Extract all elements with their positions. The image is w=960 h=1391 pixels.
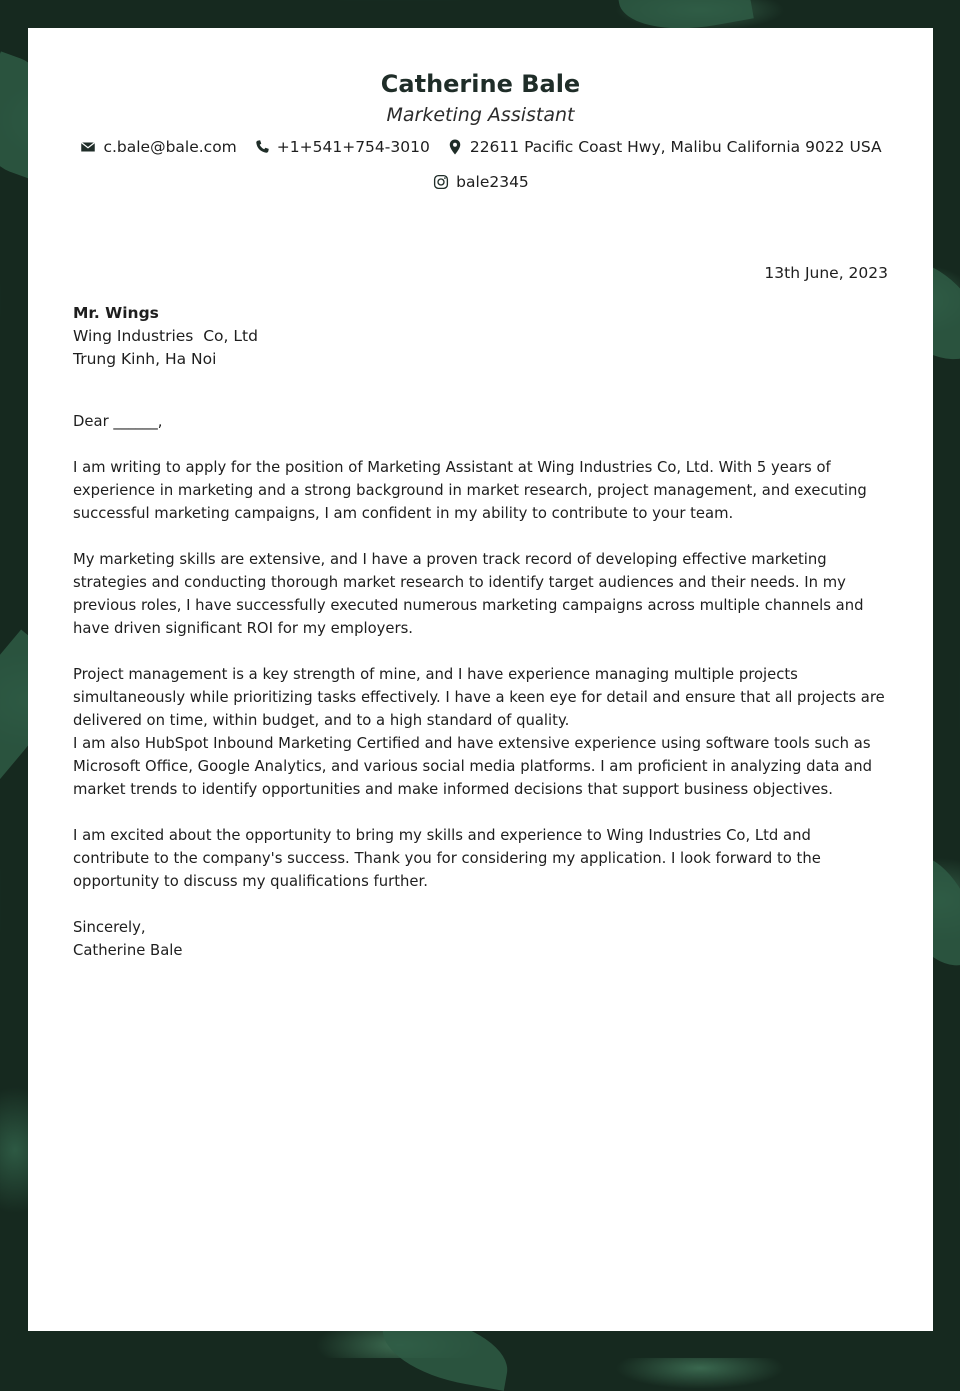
- paragraph: I am excited about the opportunity to bring my skills and experience to Wing Industries Co, Ltd and contribute to the company's success. Thank you for considering my application. I look forward to the opportunity to discuss my qualifications further.: [73, 827, 821, 890]
- phone-icon: [253, 138, 271, 156]
- closing: Sincerely,: [73, 919, 146, 936]
- phone-text: +1+541+754-3010: [276, 138, 430, 156]
- salutation: Dear ______,: [73, 413, 163, 430]
- sender-name: Catherine Bale: [380, 70, 581, 98]
- paragraph: I am writing to apply for the position of Marketing Assistant at Wing Industries Co, Ltd. With 5 years of experience in marketing and a strong background in market research, project management, and executing successful marketing campaigns, I am confident in my ability to contribute to your team.: [73, 459, 867, 522]
- envelope-icon: [79, 138, 97, 156]
- contact-instagram[interactable]: [432, 173, 529, 191]
- email-text: c.bale@bale.com: [103, 138, 237, 156]
- letter-page: [28, 28, 933, 1331]
- instagram-text: bale2345: [456, 173, 529, 191]
- address-text: 22611 Pacific Coast Hwy, Malibu California 9022 USA: [469, 138, 882, 156]
- recipient-address: Trung Kinh, Ha Noi: [73, 350, 217, 368]
- letter-body: [73, 410, 888, 962]
- signature-name: Catherine Bale: [73, 942, 183, 959]
- paragraph: My marketing skills are extensive, and I have a proven track record of developing effective marketing strategies and conducting thorough market research to identify target audiences and their needs. In my previous roles, I have successfully executed numerous marketing campaigns across multiple channels and have driven significant ROI for my employers.: [73, 551, 864, 637]
- paragraph: I am also HubSpot Inbound Marketing Certified and have extensive experience using software tools such as Microsoft Office, Google Analytics, and various social media platforms. I am proficient in analyzing data and market trends to identify opportunities and make informed decisions that support business objectives.: [73, 735, 873, 798]
- contact-address: [446, 138, 882, 156]
- recipient-company: Wing Industries Co, Ltd: [73, 327, 258, 345]
- instagram-icon: [432, 173, 450, 191]
- recipient-name: Mr. Wings: [73, 304, 159, 322]
- contact-email[interactable]: [79, 138, 236, 156]
- sender-title: Marketing Assistant: [386, 104, 575, 126]
- letter-date: 13th June, 2023: [764, 264, 888, 282]
- contact-row: [28, 138, 933, 156]
- contact-phone[interactable]: [253, 138, 430, 156]
- contact-row-secondary: [28, 173, 933, 191]
- location-pin-icon: [446, 138, 464, 156]
- paragraph: Project management is a key strength of mine, and I have experience managing multiple projects simultaneously while prioritizing tasks effectively. I have a keen eye for detail and ensure that all projects are delivered on time, within budget, and to a high standard of quality.: [73, 666, 885, 729]
- recipient-block: [73, 302, 258, 371]
